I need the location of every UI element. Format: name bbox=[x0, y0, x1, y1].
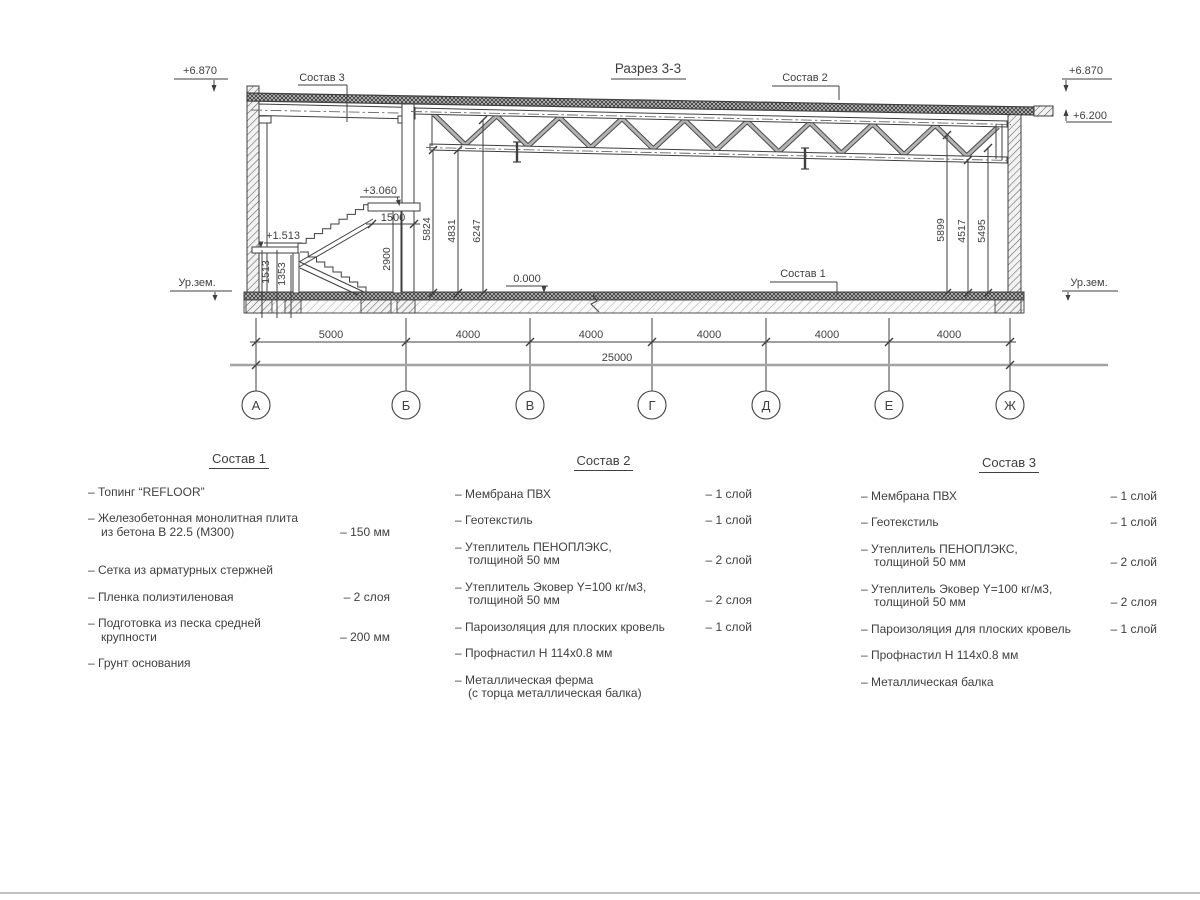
list-item bbox=[861, 649, 1157, 663]
dim-5824: 5824 bbox=[421, 217, 433, 241]
bay-dim: 4000 bbox=[696, 329, 722, 341]
callout-sostav1 bbox=[770, 268, 837, 295]
dim-1513: 1513 bbox=[260, 260, 272, 284]
list-item-text: – Геотекстиль bbox=[455, 513, 533, 527]
left-wall bbox=[247, 86, 259, 313]
bay-dim: 4000 bbox=[814, 329, 840, 341]
list-item-value: – 2 слой bbox=[705, 553, 752, 567]
list-item-value: – 2 слоя bbox=[705, 593, 752, 607]
section-drawing bbox=[0, 0, 1200, 435]
elevation-mark-zero bbox=[506, 273, 548, 293]
list-item bbox=[88, 512, 390, 539]
list-item-text: – Утеплитель ПЕНОПЛЭКС, bbox=[861, 541, 1018, 556]
svg-text:Ур.зем.: Ур.зем. bbox=[1070, 277, 1108, 289]
list-item-text: толщиной 50 мм bbox=[468, 553, 560, 567]
ground-level-right bbox=[1062, 277, 1118, 301]
roof-edge-block bbox=[1034, 106, 1053, 116]
list-item bbox=[88, 486, 390, 500]
list-item-value: – 150 мм bbox=[340, 524, 390, 539]
axis-grid bbox=[230, 318, 1108, 419]
list-item-text: – Геотекстиль bbox=[861, 515, 939, 529]
stair-landing bbox=[252, 247, 298, 253]
list-item bbox=[455, 488, 752, 502]
interior-dimensions bbox=[260, 116, 992, 318]
page-edge-line bbox=[0, 892, 1200, 894]
list-item-text: – Утеплитель ПЕНОПЛЭКС, bbox=[455, 539, 612, 554]
list-item-text: крупности bbox=[101, 629, 157, 644]
list-item bbox=[455, 674, 752, 701]
list-item bbox=[455, 514, 752, 528]
svg-text:+6.200: +6.200 bbox=[1073, 110, 1107, 122]
sostav-1-list bbox=[88, 452, 390, 684]
list-item-text: – Мембрана ПВХ bbox=[455, 486, 551, 501]
list-item bbox=[88, 591, 390, 605]
column-b bbox=[402, 104, 414, 293]
list-item-value: – 1 слой bbox=[1110, 488, 1157, 503]
dim-5495: 5495 bbox=[976, 219, 988, 243]
svg-text:Ур.зем.: Ур.зем. bbox=[178, 277, 216, 289]
axis-label-e: Е bbox=[884, 398, 894, 413]
list-item bbox=[861, 583, 1157, 610]
list-item-value: – 1 слой bbox=[1110, 515, 1157, 529]
dim-4517: 4517 bbox=[956, 219, 968, 243]
page-title: Разрез 3-3 bbox=[614, 61, 682, 76]
list-item bbox=[861, 676, 1157, 690]
list-item-text: – Пароизоляция для плоских кровель bbox=[861, 621, 1071, 636]
list-item-text: – Металлическая балка bbox=[861, 674, 994, 689]
axis-label-zh: Ж bbox=[1003, 398, 1017, 413]
list-item-value: – 2 слоя bbox=[343, 589, 390, 604]
right-wall bbox=[1008, 111, 1021, 313]
svg-text:Состав 3: Состав 3 bbox=[299, 72, 345, 84]
bay-dim: 4000 bbox=[578, 329, 604, 341]
list-item-value: – 2 слой bbox=[1110, 555, 1157, 569]
list-item-value: – 1 слой bbox=[705, 619, 752, 634]
list-item bbox=[861, 623, 1157, 637]
svg-text:Состав 2: Состав 2 bbox=[782, 72, 828, 84]
dim-2900: 2900 bbox=[381, 247, 393, 271]
list-item-value: – 1 слой bbox=[705, 486, 752, 501]
list-item-text: – Мембрана ПВХ bbox=[861, 488, 957, 503]
ground-level-left bbox=[170, 277, 232, 301]
elevation-mark-top-right bbox=[1062, 65, 1112, 92]
list-item-value: – 2 слоя bbox=[1110, 595, 1157, 609]
list-item bbox=[88, 657, 390, 671]
corbel-left bbox=[259, 116, 271, 123]
list-item-value: – 1 слой bbox=[1110, 621, 1157, 636]
svg-text:+6.870: +6.870 bbox=[183, 65, 217, 77]
list-item-value: – 1 слой bbox=[705, 513, 752, 527]
list-item bbox=[455, 541, 752, 568]
elevation-mark-6200 bbox=[1064, 109, 1113, 122]
list-item bbox=[455, 647, 752, 661]
list-title: Состав 1 bbox=[209, 452, 269, 469]
total-dim: 25000 bbox=[601, 352, 633, 364]
list-title: Состав 2 bbox=[574, 454, 634, 471]
dim-1353: 1353 bbox=[276, 262, 288, 286]
bay-dim: 4000 bbox=[936, 329, 962, 341]
svg-text:+1.513: +1.513 bbox=[266, 230, 300, 242]
list-item-text: – Топинг “REFLOOR” bbox=[88, 484, 205, 499]
sostav-3-list bbox=[861, 456, 1157, 702]
lower-flight-steps bbox=[300, 252, 366, 292]
callout-sostav2 bbox=[772, 72, 839, 100]
list-item-text: – Профнастил Н 114х0.8 мм bbox=[861, 648, 1019, 662]
list-item-text: толщиной 50 мм bbox=[874, 595, 966, 609]
stair-platform bbox=[368, 203, 420, 211]
floor-slab-top bbox=[244, 292, 1024, 300]
svg-text:0.000: 0.000 bbox=[513, 273, 541, 285]
list-item bbox=[455, 581, 752, 608]
list-item-text: – Пленка полиэтиленовая bbox=[88, 589, 234, 604]
dim-1500: 1500 bbox=[380, 212, 406, 224]
axis-label-v: В bbox=[525, 398, 535, 413]
list-item-text: – Пароизоляция для плоских кровель bbox=[455, 619, 665, 634]
list-item-text: – Утеплитель Эковер Y=100 кг/м3, bbox=[861, 581, 1053, 596]
bay-dim: 4000 bbox=[455, 329, 481, 341]
list-item-text: (с торца металлическая балка) bbox=[468, 686, 642, 700]
list-item-text: – Металлическая ферма bbox=[455, 672, 594, 687]
dim-6247: 6247 bbox=[471, 219, 483, 243]
list-item-text: – Подготовка из песка средней bbox=[88, 616, 261, 630]
list-item-text: – Сетка из арматурных стержней bbox=[88, 563, 274, 577]
svg-text:+3.060: +3.060 bbox=[363, 185, 397, 197]
list-item-text: – Утеплитель Эковер Y=100 кг/м3, bbox=[455, 579, 647, 594]
building-structure bbox=[244, 86, 1053, 313]
axis-label-d: Д bbox=[761, 398, 771, 413]
list-title: Состав 3 bbox=[979, 456, 1039, 473]
list-item-text: – Профнастил Н 114х0.8 мм bbox=[455, 646, 613, 660]
list-item bbox=[861, 516, 1157, 530]
axis-bubbles bbox=[242, 391, 1024, 419]
axis-label-g: Г bbox=[648, 398, 656, 413]
svg-text:+6.870: +6.870 bbox=[1069, 65, 1103, 77]
list-item bbox=[455, 621, 752, 635]
list-item bbox=[861, 543, 1157, 570]
list-item bbox=[88, 617, 390, 644]
list-item bbox=[861, 490, 1157, 504]
list-item-text: – Грунт основания bbox=[88, 656, 191, 670]
list-item-text: толщиной 50 мм bbox=[874, 555, 966, 569]
sostav-2-list bbox=[455, 454, 752, 714]
list-item-text: – Железобетонная монолитная плита bbox=[88, 511, 299, 525]
dim-4831: 4831 bbox=[446, 219, 458, 243]
list-item-text: толщиной 50 мм bbox=[468, 593, 560, 607]
axis-label-a: А bbox=[251, 398, 261, 413]
svg-text:Состав 1: Состав 1 bbox=[780, 268, 826, 280]
drawing-title bbox=[611, 61, 686, 79]
list-item-value: – 200 мм bbox=[340, 629, 390, 644]
elevation-mark-top-left bbox=[174, 65, 228, 92]
list-item-text: из бетона В 22.5 (М300) bbox=[101, 524, 235, 539]
bay-dim: 5000 bbox=[318, 329, 344, 341]
landing-support bbox=[293, 253, 299, 293]
dim-5899: 5899 bbox=[935, 218, 947, 242]
axis-label-b: Б bbox=[401, 398, 411, 413]
list-item bbox=[88, 564, 390, 578]
